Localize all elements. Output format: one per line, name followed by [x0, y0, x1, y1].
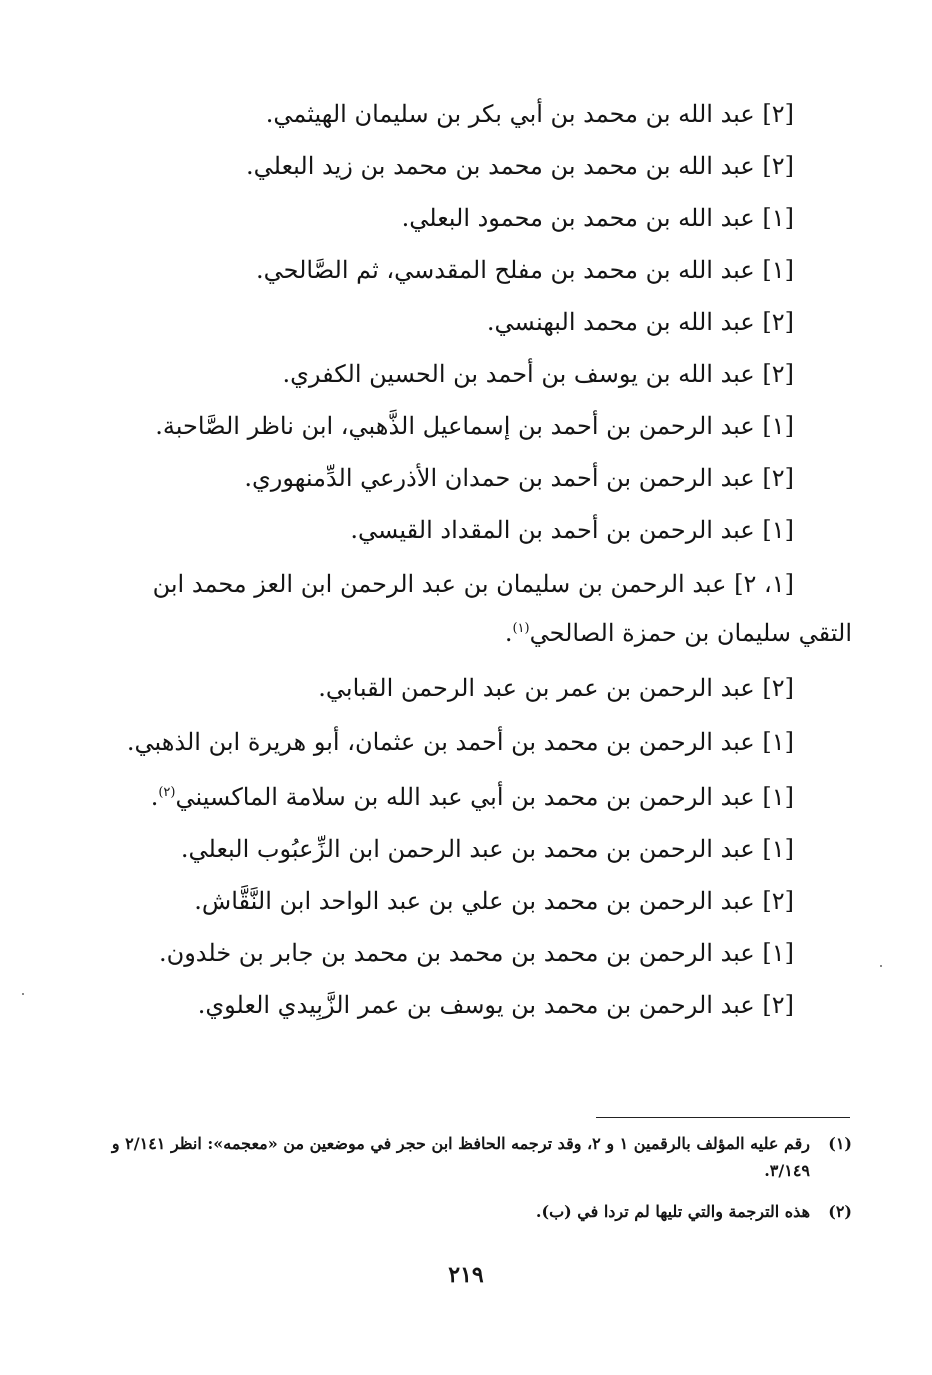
- footnote-text: هذه الترجمة والتي تليها لم تردا في (ب).: [535, 1202, 810, 1221]
- footnote-text: رقم عليه المؤلف بالرقمين ١ و ٢، وقد ترجمه الحافظ ابن حجر في موضعين من «معجمه»: انظر ٢/١٤١ و ٣/١٤٩.: [111, 1134, 810, 1180]
- list-entry: [١، ٢] عبد الرحمن بن سليمان بن عبد الرحمن ابن العز محمد ابن التقي سليمان بن حمزة الصالحي$^{(١)}$.: [152, 570, 852, 647]
- list-entry: [١] عبد الله بن محمد بن محمود البعلي.: [401, 204, 794, 232]
- list-entry: [١] عبد الرحمن بن أحمد بن المقداد القيسي.: [350, 516, 794, 544]
- footnote-marker: (١): [512, 621, 530, 636]
- list-entry: [٢] عبد الرحمن بن محمد بن يوسف بن عمر الزَّبِيدي العلوي.: [197, 991, 794, 1019]
- list-entry: [٢] عبد الله بن يوسف بن أحمد بن الحسين الكفري.: [282, 360, 794, 388]
- scan-speck: [880, 965, 882, 967]
- list-entry: [١] عبد الرحمن بن أحمد بن إسماعيل الذَّهبي، ابن ناظر الصَّاحبة.: [155, 412, 794, 440]
- page-number: ٢١٩: [448, 1262, 484, 1288]
- list-entry: [١] عبد الرحمن بن محمد بن أحمد بن عثمان، أبو هريرة ابن الذهبي.: [126, 728, 794, 756]
- footnote: [100, 1130, 852, 1184]
- list-entry: [١] عبد الرحمن بن محمد بن أبي عبد الله بن سلامة الماكسيني$^{(٢)}$.: [150, 783, 794, 811]
- scan-speck: [22, 993, 24, 995]
- footnote-marker: (٢): [158, 785, 176, 800]
- list-entry: [٢] عبد الله بن محمد البهنسي.: [486, 308, 794, 336]
- footnote-divider: [596, 1117, 850, 1118]
- footnote-number: (١): [828, 1134, 852, 1153]
- list-entry: [١] عبد الله بن محمد بن مفلح المقدسي، ثم الصَّالحي.: [255, 256, 794, 284]
- list-entry: [٢] عبد الرحمن بن عمر بن عبد الرحمن القبابي.: [318, 674, 794, 702]
- list-entry: [١] عبد الرحمن بن محمد بن محمد بن محمد بن جابر بن خلدون.: [158, 939, 794, 967]
- footnotes: [100, 1130, 852, 1239]
- list-entry: [٢] عبد الرحمن بن أحمد بن حمدان الأذرعي الدِّمنهوري.: [244, 464, 794, 492]
- footnote: [100, 1198, 852, 1225]
- list-entry: [٢] عبد الرحمن بن محمد بن علي بن عبد الواحد ابن النَّقَّاش.: [194, 887, 794, 915]
- biography-list: [100, 88, 852, 1031]
- list-entry: [٢] عبد الله بن محمد بن أبي بكر بن سليمان الهيثمي.: [265, 100, 794, 128]
- list-entry: [٢] عبد الله بن محمد بن محمد بن محمد بن زيد البعلي.: [245, 152, 794, 180]
- list-entry: [١] عبد الرحمن بن محمد بن عبد الرحمن ابن الزِّعبُوب البعلي.: [180, 835, 794, 863]
- footnote-number: (٢): [828, 1202, 852, 1221]
